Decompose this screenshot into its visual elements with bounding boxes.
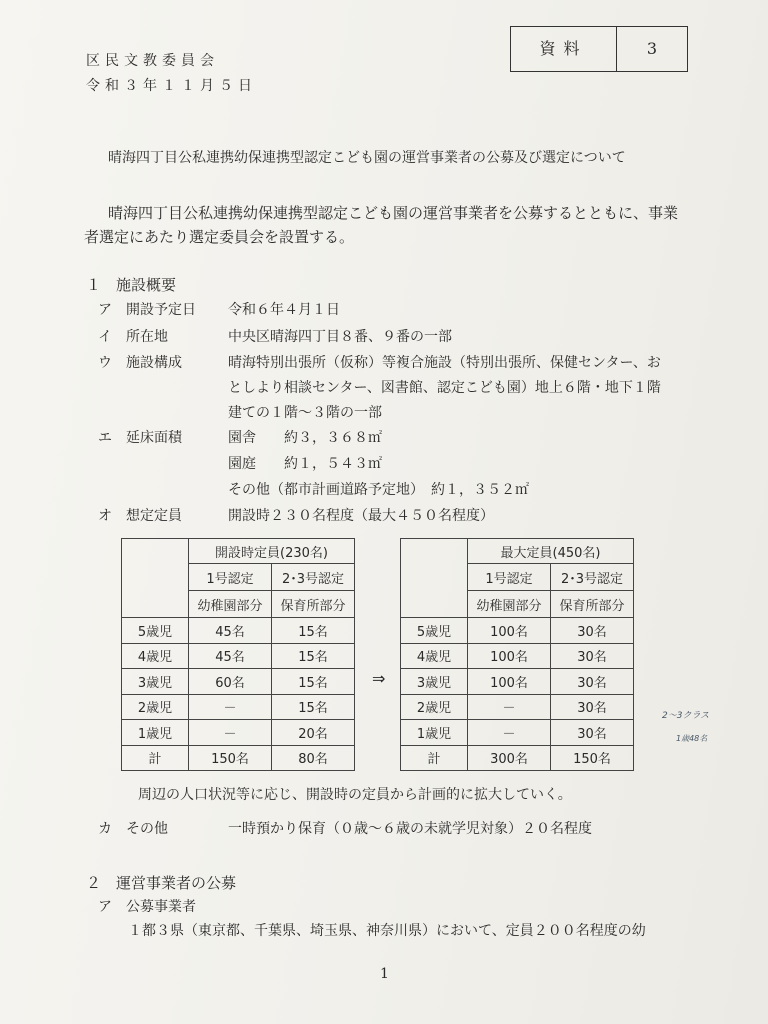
age-cell: 1歳児 bbox=[122, 720, 189, 746]
section-2-heading: ２ 運営事業者の公募 bbox=[86, 874, 237, 892]
item-a-value: 令和６年４月１日 bbox=[228, 302, 340, 318]
handwritten-note-line-2: 1歳48名 bbox=[676, 734, 708, 743]
section-2-line-1: １都３県（東京都、千葉県、埼玉県、神奈川県）において、定員２００名程度の幼 bbox=[128, 923, 646, 939]
document-date: 令和３年１１月５日 bbox=[86, 78, 257, 94]
value-cell: 15名 bbox=[272, 618, 355, 644]
document-label-box bbox=[510, 26, 688, 72]
committee-name: 区民文教委員会 bbox=[86, 53, 219, 69]
item-o-label: オ 想定定員 bbox=[98, 508, 182, 524]
table-row bbox=[401, 643, 634, 669]
value-cell: 30名 bbox=[551, 643, 634, 669]
column-header: 保育所部分 bbox=[272, 591, 355, 618]
value-cell: 60名 bbox=[189, 669, 272, 695]
table-row-total bbox=[401, 745, 634, 771]
item-i-label: イ 所在地 bbox=[98, 329, 168, 345]
table-row bbox=[122, 643, 355, 669]
value-cell: － bbox=[468, 694, 551, 720]
value-cell: 45名 bbox=[189, 618, 272, 644]
table-row bbox=[122, 694, 355, 720]
value-cell: 300名 bbox=[468, 745, 551, 771]
value-cell: － bbox=[189, 694, 272, 720]
value-cell: 150名 bbox=[189, 745, 272, 771]
document-title: 晴海四丁目公私連携幼保連携型認定こども園の運営事業者の公募及び選定について bbox=[108, 150, 626, 166]
age-cell: 5歳児 bbox=[401, 618, 468, 644]
age-cell: 2歳児 bbox=[401, 694, 468, 720]
section-2-item-a-label: ア 公募事業者 bbox=[98, 899, 196, 915]
value-cell: 100名 bbox=[468, 643, 551, 669]
table-row bbox=[401, 618, 634, 644]
table-corner-cell bbox=[122, 539, 189, 618]
item-u-line-3: 建ての１階～３階の一部 bbox=[228, 405, 382, 421]
value-cell: 15名 bbox=[272, 669, 355, 695]
item-e-line-3: その他（都市計画道路予定地） 約１，３５２㎡ bbox=[228, 482, 529, 498]
age-cell: 3歳児 bbox=[122, 669, 189, 695]
document-number: 3 bbox=[646, 39, 658, 58]
value-cell: 20名 bbox=[272, 720, 355, 746]
opening-capacity-table bbox=[121, 538, 355, 771]
item-e-line-1: 園舎 約３，３６８㎡ bbox=[228, 430, 382, 446]
value-cell: 80名 bbox=[272, 745, 355, 771]
value-cell: 100名 bbox=[468, 618, 551, 644]
item-e-label: エ 延床面積 bbox=[98, 430, 182, 446]
value-cell: 100名 bbox=[468, 669, 551, 695]
item-ka-label: カ その他 bbox=[98, 821, 168, 837]
handwritten-note-line-1: 2～3クラス bbox=[662, 711, 710, 721]
age-cell: 2歳児 bbox=[122, 694, 189, 720]
age-cell: 4歳児 bbox=[401, 643, 468, 669]
capacity-note: 周辺の人口状況等に応じ、開設時の定員から計画的に拡大していく。 bbox=[138, 787, 572, 803]
value-cell: 30名 bbox=[551, 694, 634, 720]
column-header: 1号認定 bbox=[189, 564, 272, 591]
item-u-label: ウ 施設構成 bbox=[98, 355, 182, 371]
value-cell: 15名 bbox=[272, 694, 355, 720]
item-e-line-2: 園庭 約１，５４３㎡ bbox=[228, 456, 382, 472]
table-row bbox=[122, 669, 355, 695]
column-header: 2･3号認定 bbox=[551, 564, 634, 591]
maximum-capacity-table bbox=[400, 538, 634, 771]
value-cell: － bbox=[189, 720, 272, 746]
value-cell: 150名 bbox=[551, 745, 634, 771]
document-label: 資料 bbox=[511, 27, 617, 71]
value-cell: 30名 bbox=[551, 720, 634, 746]
value-cell: － bbox=[468, 720, 551, 746]
age-cell: 計 bbox=[122, 745, 189, 771]
table-row-total bbox=[122, 745, 355, 771]
item-a-label: ア 開設予定日 bbox=[98, 302, 196, 318]
age-cell: 計 bbox=[401, 745, 468, 771]
table-row bbox=[401, 694, 634, 720]
age-cell: 1歳児 bbox=[401, 720, 468, 746]
item-o-value: 開設時２３０名程度（最大４５０名程度） bbox=[228, 508, 494, 524]
column-header: 保育所部分 bbox=[551, 591, 634, 618]
table-title: 最大定員(450名) bbox=[468, 539, 634, 564]
item-ka-value: 一時預かり保育（０歳～６歳の未就学児対象）２０名程度 bbox=[228, 821, 592, 837]
table-row bbox=[401, 720, 634, 746]
table-row bbox=[122, 618, 355, 644]
table-row bbox=[122, 720, 355, 746]
item-i-value: 中央区晴海四丁目８番、９番の一部 bbox=[228, 329, 452, 345]
column-header: 幼稚園部分 bbox=[189, 591, 272, 618]
column-header: 幼稚園部分 bbox=[468, 591, 551, 618]
item-u-line-2: としより相談センター、図書館、認定こども園）地上６階・地下１階 bbox=[228, 380, 661, 396]
value-cell: 30名 bbox=[551, 669, 634, 695]
section-1-heading: １ 施設概要 bbox=[86, 276, 177, 294]
column-header: 2･3号認定 bbox=[272, 564, 355, 591]
table-row bbox=[401, 669, 634, 695]
column-header: 1号認定 bbox=[468, 564, 551, 591]
age-cell: 3歳児 bbox=[401, 669, 468, 695]
table-title: 開設時定員(230名) bbox=[189, 539, 355, 564]
age-cell: 5歳児 bbox=[122, 618, 189, 644]
value-cell: 45名 bbox=[189, 643, 272, 669]
table-corner-cell bbox=[401, 539, 468, 618]
intro-line-1: 晴海四丁目公私連携幼保連携型認定こども園の運営事業者を公募するとともに、事業 bbox=[108, 204, 679, 222]
age-cell: 4歳児 bbox=[122, 643, 189, 669]
intro-line-2: 者選定にあたり選定委員会を設置する。 bbox=[84, 228, 355, 246]
page-number: 1 bbox=[380, 966, 389, 982]
right-arrow-icon: ⇒ bbox=[372, 669, 386, 688]
value-cell: 30名 bbox=[551, 618, 634, 644]
item-u-line-1: 晴海特別出張所（仮称）等複合施設（特別出張所、保健センター、お bbox=[228, 355, 661, 371]
value-cell: 15名 bbox=[272, 643, 355, 669]
